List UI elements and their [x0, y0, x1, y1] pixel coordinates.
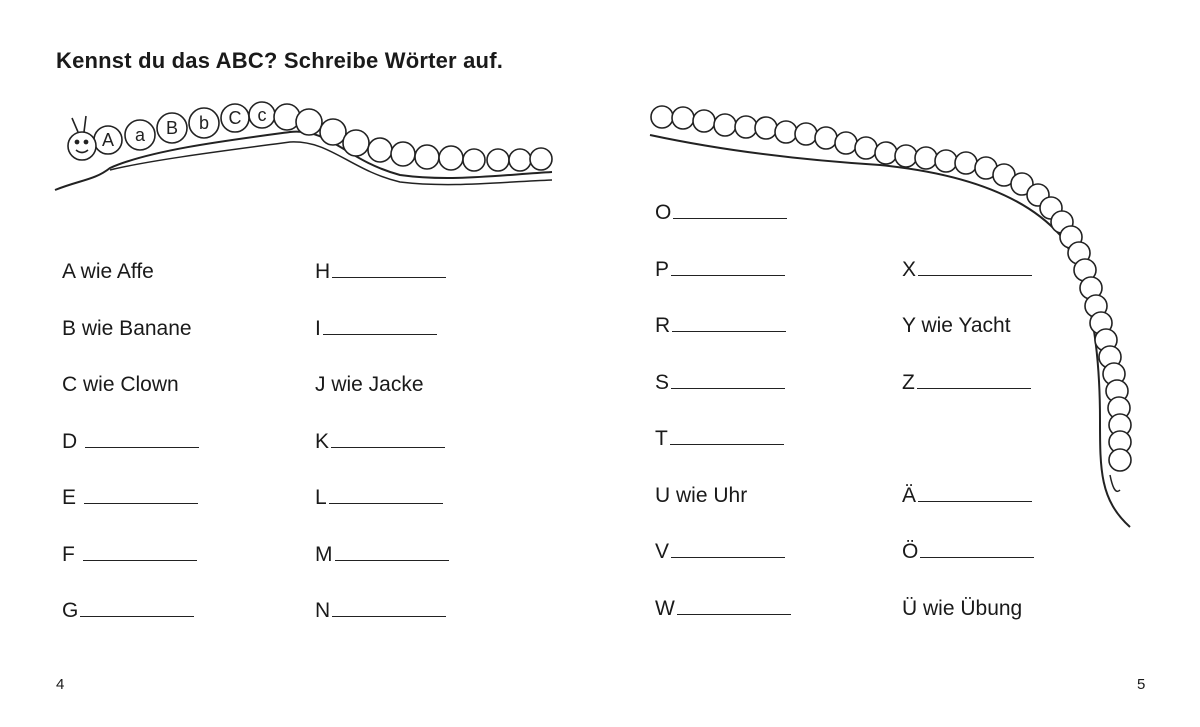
entry-label: Ä — [902, 483, 917, 507]
caterpillar-letter: B — [165, 118, 179, 138]
caterpillar-segment — [855, 137, 877, 159]
caterpillar-letter: c — [257, 105, 267, 125]
entry-blank — [655, 258, 785, 282]
caterpillar-segment — [815, 127, 837, 149]
entry-blank — [315, 430, 445, 454]
caterpillar-segment — [530, 148, 552, 170]
entry-blank — [902, 371, 1031, 395]
right-caterpillar-body — [651, 106, 1131, 471]
answer-line[interactable] — [80, 615, 194, 617]
page-number-left: 4 — [56, 676, 65, 693]
answer-line[interactable] — [917, 387, 1031, 389]
entry-blank — [655, 540, 785, 564]
entry-blank — [655, 427, 784, 451]
entry-example — [902, 597, 1022, 621]
answer-line[interactable] — [918, 500, 1032, 502]
entry-blank — [655, 597, 791, 621]
caterpillar-segment — [463, 149, 485, 171]
caterpillar-head — [68, 116, 96, 160]
entry-label: L — [315, 486, 327, 509]
entry-label: T — [655, 427, 668, 450]
answer-line[interactable] — [677, 613, 791, 615]
entry-label: Ü wie Übung — [902, 596, 1023, 620]
entry-blank — [315, 486, 443, 510]
caterpillar-segment — [391, 142, 415, 166]
answer-line[interactable] — [920, 556, 1034, 558]
entry-label: S — [655, 370, 670, 394]
entry-blank — [62, 543, 197, 567]
entry-label: Ö — [902, 540, 919, 563]
caterpillar-letter: a — [134, 125, 146, 145]
caterpillar-segment — [509, 149, 531, 171]
answer-line[interactable] — [671, 387, 785, 389]
caterpillar-segment — [487, 149, 509, 171]
caterpillar-segment — [795, 123, 817, 145]
caterpillar-segment — [320, 119, 346, 145]
caterpillar-segment — [439, 146, 463, 170]
page-number-right: 5 — [1137, 676, 1146, 693]
entry-label: H — [315, 260, 331, 283]
entry-blank — [655, 314, 786, 338]
caterpillar-segment — [1109, 449, 1131, 471]
entry-label: N — [315, 599, 331, 622]
caterpillar-segment — [775, 121, 797, 143]
entry-label: Y wie Yacht — [902, 314, 1011, 337]
entry-label: D — [62, 429, 83, 453]
entry-label: G — [62, 599, 79, 622]
entry-blank — [655, 201, 787, 225]
caterpillar-segment — [835, 132, 857, 154]
caterpillar-segment — [651, 106, 673, 128]
entry-blank — [315, 599, 446, 623]
entry-label: P — [655, 257, 670, 281]
entry-label: B wie Banane — [62, 316, 192, 340]
entry-blank — [62, 486, 198, 510]
entry-label: O — [655, 201, 672, 224]
entry-example — [655, 484, 747, 508]
entry-label: R — [655, 314, 671, 337]
caterpillar-segment — [415, 145, 439, 169]
entry-blank — [655, 371, 785, 395]
answer-line[interactable] — [85, 446, 199, 448]
entry-label: F — [62, 542, 81, 566]
caterpillar-segment — [296, 109, 322, 135]
entry-label: J wie Jacke — [315, 373, 424, 396]
caterpillar-segment — [955, 152, 977, 174]
answer-line[interactable] — [84, 502, 198, 504]
caterpillar-segment — [895, 145, 917, 167]
entry-blank — [902, 258, 1032, 282]
caterpillar-letter: C — [228, 108, 242, 128]
answer-line[interactable] — [329, 502, 443, 504]
caterpillar-segment — [755, 117, 777, 139]
entry-label: V — [655, 540, 670, 563]
entry-label: I — [315, 316, 321, 340]
entry-label: E — [62, 486, 82, 509]
entry-blank — [315, 317, 437, 341]
entry-blank — [315, 543, 449, 567]
answer-line[interactable] — [918, 274, 1032, 276]
caterpillar-segment — [693, 110, 715, 132]
entry-label: W — [655, 596, 675, 620]
answer-line[interactable] — [332, 615, 446, 617]
answer-line[interactable] — [673, 217, 787, 219]
entry-blank — [902, 484, 1032, 508]
answer-line[interactable] — [671, 556, 785, 558]
answer-line[interactable] — [335, 559, 449, 561]
answer-line[interactable] — [331, 446, 445, 448]
entry-blank — [902, 540, 1034, 564]
entry-label: C wie Clown — [62, 373, 179, 396]
answer-line[interactable] — [672, 330, 786, 332]
entry-label: M — [315, 542, 333, 566]
caterpillar-segment — [343, 130, 369, 156]
answer-line[interactable] — [323, 333, 437, 335]
answer-line[interactable] — [670, 443, 784, 445]
answer-line[interactable] — [83, 559, 197, 561]
caterpillar-segment — [714, 114, 736, 136]
caterpillar-segment — [368, 138, 392, 162]
entry-example — [315, 373, 424, 397]
entry-example — [62, 373, 179, 397]
entry-blank — [62, 599, 194, 623]
entry-blank — [62, 430, 199, 454]
answer-line[interactable] — [671, 274, 785, 276]
entry-label: Z — [902, 370, 915, 394]
answer-line[interactable] — [332, 276, 446, 278]
caterpillar-segment — [875, 142, 897, 164]
caterpillar-segment — [672, 107, 694, 129]
entry-label: A wie Affe — [62, 260, 154, 283]
caterpillar-segment — [735, 116, 757, 138]
caterpillar-segment — [935, 150, 957, 172]
entry-blank — [315, 260, 446, 284]
entry-label: X — [902, 257, 917, 281]
entry-label: K — [315, 429, 330, 453]
entry-example — [62, 260, 154, 284]
entry-label: U wie Uhr — [655, 483, 748, 507]
caterpillar-segment — [915, 147, 937, 169]
entry-example — [902, 314, 1011, 338]
caterpillar-letter: A — [101, 130, 115, 150]
page-title: Kennst du das ABC? Schreibe Wörter auf. — [56, 48, 504, 73]
entry-example — [62, 317, 192, 341]
caterpillar-letter: b — [198, 113, 210, 133]
